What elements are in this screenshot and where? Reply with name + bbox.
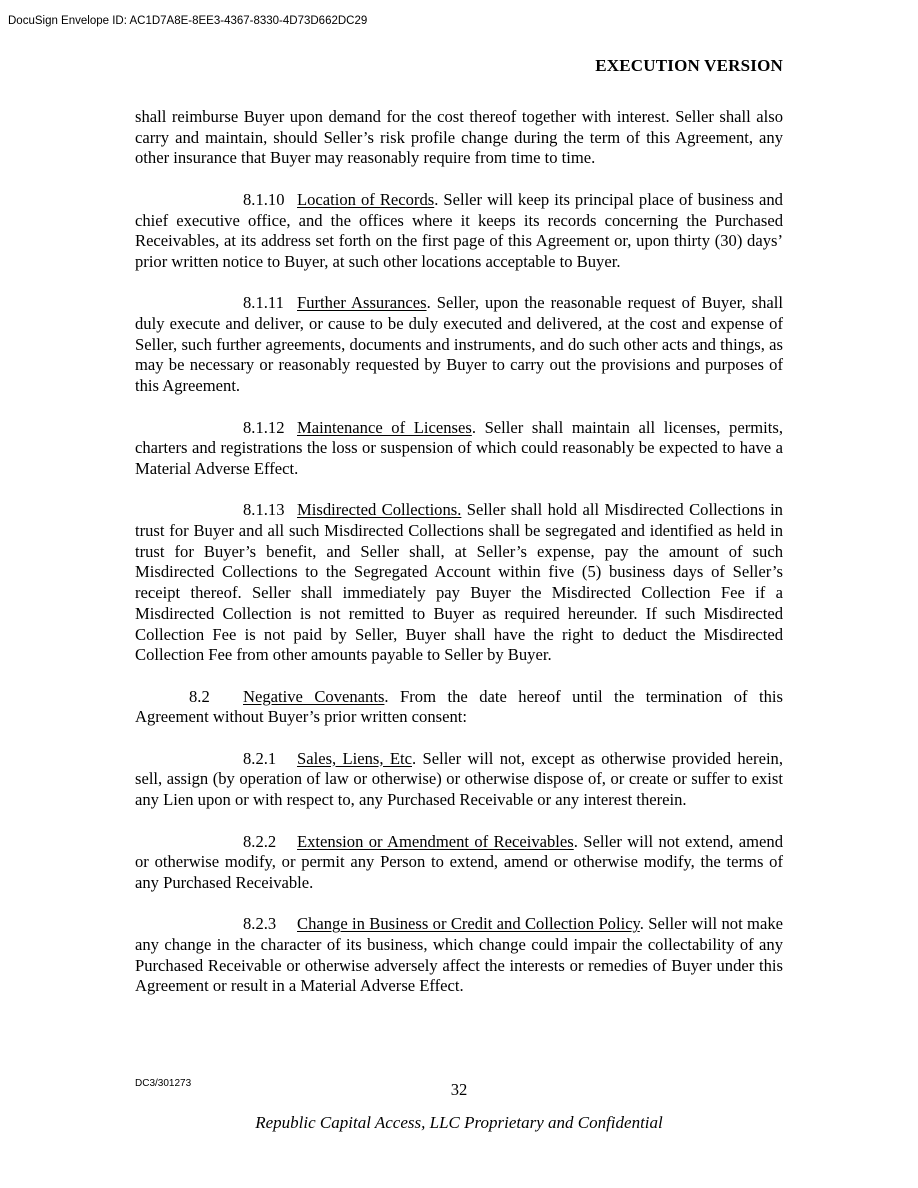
paragraph-8-2 — [135, 687, 783, 728]
paragraph-8-1-13 — [135, 500, 783, 666]
paragraph-text: shall reimburse Buyer upon demand for the cost thereof together with interest. Seller shall also carry and maintain, should Seller’s risk profile change during the term of this Agreement, any other insurance that Buyer may reasonably require from time to time. — [135, 107, 783, 168]
execution-version-label: EXECUTION VERSION — [595, 56, 783, 75]
section-title: Misdirected Collections. — [297, 500, 462, 520]
paragraph-text: . Seller will not, except as otherwise provided herein, sell, assign (by operation of law or otherwise) or otherwise dispose of, or create or suffer to exist any Lien upon or with respect to, any Purchased Receivable or any interest therein. — [135, 748, 783, 810]
section-title: Change in Business or Credit and Collection Policy — [297, 914, 640, 934]
section-number: 8.2 — [189, 686, 210, 706]
section-title: Maintenance of Licenses — [297, 417, 472, 437]
paragraph-8-1-11 — [135, 293, 783, 397]
section-number: 8.1.10 — [243, 189, 285, 209]
section-title: Location of Records — [297, 189, 435, 209]
paragraph-text: . Seller will not extend, amend or otherwise modify, or permit any Person to extend, amend or otherwise modify, the terms of any Purchased Receivable. — [135, 831, 783, 892]
paragraph-8-1-12 — [135, 418, 783, 480]
document-id: DC3/301273 — [135, 1078, 192, 1089]
paragraph-continuation — [135, 107, 783, 169]
paragraph-text: . Seller will keep its principal place of business and chief executive office, and the offices where it keeps its records concerning the Purchased Receivables, at its address set forth on the first page of this Agreement or, upon thirty (30) days’ prior written notice to Buyer, at such other locations acceptable to Buyer. — [135, 189, 783, 271]
document-body — [135, 107, 783, 1018]
section-title: Sales, Liens, Etc — [297, 748, 412, 768]
section-number: 8.2.2 — [243, 831, 277, 851]
paragraph-8-2-1 — [135, 749, 783, 811]
paragraph-text: . Seller will not make any change in the character of its business, which change could impair the collectability of any Purchased Receivable or otherwise adversely affect the interests or remedies of Buyer under this Agreement or result in a Material Adverse Effect. — [135, 914, 783, 996]
paragraph-text: Seller shall hold all Misdirected Collections in trust for Buyer and all such Misdirected Collections shall be segregated and identified as held in trust for Buyer’s benefit, and Seller shall, at Seller’s expense, pay the amount of such Misdirected Collections to the Segregated Account within five (5) business days of Seller’s receipt thereof. Seller shall immediately pay Buyer the Misdirected Collection Fee if a Misdirected Collection is not remitted to Buyer as required hereunder. If such Misdirected Collection Fee is not paid by Seller, Buyer shall have the right to deduct the Misdirected Collection Fee from other amounts payable to Seller by Buyer. — [135, 500, 783, 665]
paragraph-text: . Seller shall maintain all licenses, permits, charters and registrations the loss or suspension of which could reasonably be expected to have a Material Adverse Effect. — [135, 417, 783, 478]
section-number: 8.2.1 — [243, 748, 277, 768]
envelope-id: DocuSign Envelope ID: AC1D7A8E-8EE3-4367-8330-4D73D662DC29 — [8, 15, 368, 27]
section-number: 8.1.12 — [243, 417, 285, 437]
section-number: 8.1.13 — [243, 500, 285, 520]
section-title: Negative Covenants — [243, 686, 385, 706]
paragraph-8-2-3 — [135, 914, 783, 997]
paragraph-8-2-2 — [135, 832, 783, 894]
page-number: 32 — [450, 1080, 468, 1099]
confidentiality-notice: Republic Capital Access, LLC Proprietary and Confidential — [255, 1113, 663, 1132]
paragraph-text: . Seller, upon the reasonable request of Buyer, shall duly execute and deliver, or cause to be duly executed and delivered, at the cost and expense of Seller, such further agreements, documents and instruments, and do such other acts and things, as may be necessary or reasonably requested by Buyer to carry out the provisions and purposes of this Agreement. — [135, 293, 783, 396]
paragraph-8-1-10 — [135, 190, 783, 273]
section-number: 8.1.11 — [243, 293, 284, 313]
paragraph-text: . From the date hereof until the termination of this Agreement without Buyer’s prior written consent: — [135, 686, 783, 727]
section-number: 8.2.3 — [243, 914, 277, 934]
section-title: Further Assurances — [297, 293, 427, 313]
section-title: Extension or Amendment of Receivables — [297, 831, 574, 851]
